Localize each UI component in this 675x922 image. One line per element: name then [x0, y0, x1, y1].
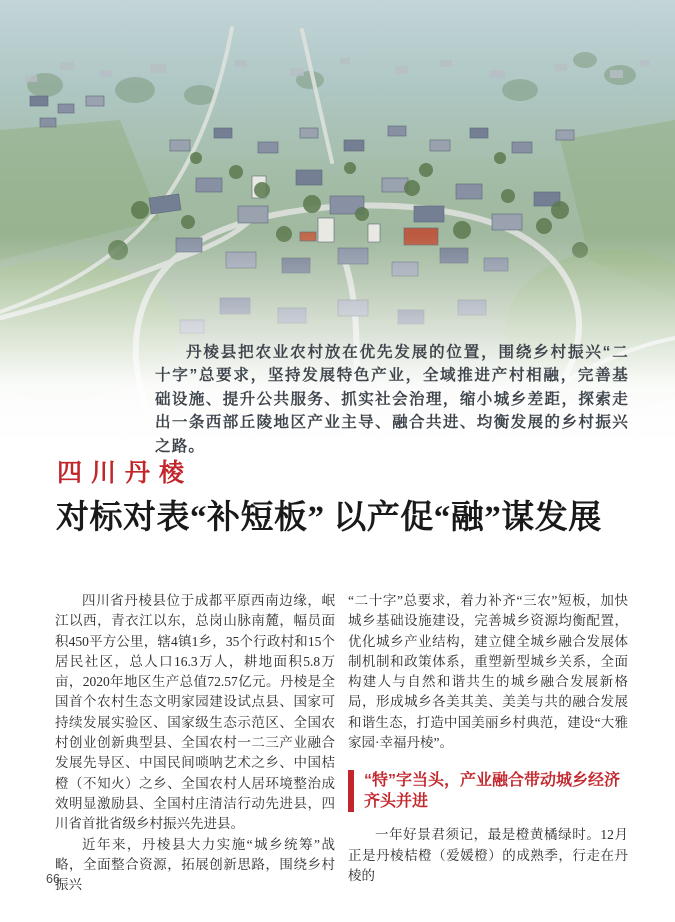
article-kicker: 四川丹棱 [57, 460, 194, 487]
paragraph-1: 四川省丹棱县位于成都平原西南边缘，岷江以西，青衣江以东，总岗山脉南麓，幅员面积450平方公里，辖4镇1乡，35个行政村和15个居民社区，总人口16.3万人，耕地面积5.8万亩，2020年地区生产总值72.57亿元。丹棱是全国首个农村生态文明家园建设试点县、国家可持续发展实验区、国家级生态示范区、全国农村创业创新典型县、全国农村一二三产业融合发展先导区、中国民间唢呐艺术之乡、中国桔橙（不知火）之乡、全国农村人居环境整治成效明显激励县、全国村庄清洁行动先进县，四川省首批省级乡村振兴先进县。 [55, 593, 335, 832]
page-number: 66 [46, 872, 60, 886]
article-body [55, 591, 628, 895]
column-left [55, 591, 335, 895]
hero-caption: 丹棱县把农业农村放在优先发展的位置，围绕乡村振兴“二十字”总要求，坚持发展特色产业，全域推进产村相融，完善基础设施、提升公共服务、抓实社会治理，缩小城乡差距，探索走出一条西部丘陵地区产业主导、融合共进、均衡发展的乡村振兴之路。 [155, 344, 629, 455]
section-heading: “特”字当头，产业融合带动城乡经济齐头并进 [348, 770, 628, 812]
paragraph-4: 一年好景君须记，最是橙黄橘绿时。12月正是丹棱桔橙（爱媛橙）的成熟季，行走在丹棱的 [348, 827, 628, 883]
hero-photo [0, 0, 675, 455]
paragraph-2: 近年来，丹棱县大力实施“城乡统筹”战略，全面整合资源，拓展创新思路，围绕乡村振兴 [55, 836, 335, 893]
paragraph-3: “二十字”总要求，着力补齐“三农”短板，加快城乡基础设施建设，完善城乡资源均衡配置，优化城乡产业结构，建立健全城乡融合发展体制机制和政策体系，重塑新型城乡关系，全面构建人与自然和谐共生的城乡融合发展新格局，形成城乡各美其美、美美与共的融合发展和谐生态，打造中国美丽乡村典范，建设“大雅家园·幸福丹棱”。 [348, 593, 628, 751]
article-title: 对标对表“补短板” 以产促“融”谋发展 [56, 500, 602, 536]
column-right [348, 591, 628, 895]
